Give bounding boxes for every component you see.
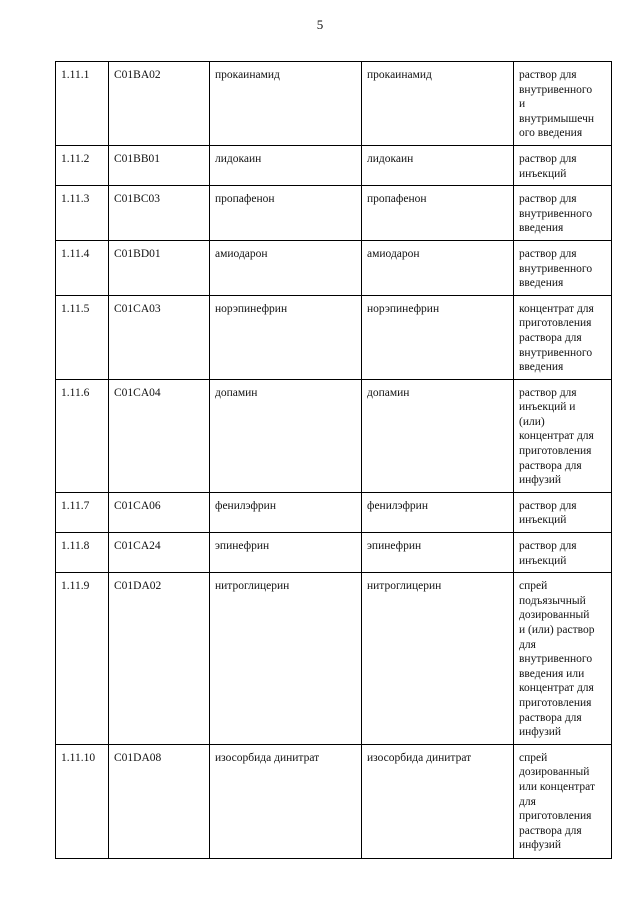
dosage-form-line: внутривенного xyxy=(519,83,593,96)
dosage-form-line: приготовления xyxy=(519,810,592,823)
dosage-form-cell xyxy=(514,62,612,146)
row-number-cell: 1.11.7 xyxy=(56,492,109,532)
dosage-form-line: ого введения xyxy=(519,127,583,140)
dosage-form-line: (или) xyxy=(519,415,545,428)
row-number-cell: 1.11.1 xyxy=(56,62,109,146)
inn-cell: лидокаин xyxy=(362,145,514,185)
atc-code-cell: C01BB01 xyxy=(109,145,210,185)
atc-code-cell: C01BC03 xyxy=(109,186,210,241)
page-number: 5 xyxy=(316,17,324,32)
row-number-cell: 1.11.5 xyxy=(56,295,109,379)
drug-name-cell: нитроглицерин xyxy=(210,573,362,745)
dosage-form-line: приготовления xyxy=(519,317,592,330)
dosage-form-line: раствор для xyxy=(519,499,577,512)
dosage-form-line: раствор для xyxy=(519,152,577,165)
row-number-cell: 1.11.4 xyxy=(56,240,109,295)
dosage-form-line: спрей xyxy=(519,580,548,593)
dosage-form-line: спрей xyxy=(519,751,548,764)
dosage-form-line: концентрат для xyxy=(519,302,594,315)
dosage-form-line: приготовления xyxy=(519,696,592,709)
atc-code-cell: C01DA08 xyxy=(109,744,210,858)
row-number-cell: 1.11.3 xyxy=(56,186,109,241)
row-number-cell: 1.11.9 xyxy=(56,573,109,745)
dosage-form-cell xyxy=(514,533,612,573)
dosage-form-line: инъекций xyxy=(519,514,567,527)
drug-name-cell: изосорбида динитрат xyxy=(210,744,362,858)
table-row xyxy=(56,533,612,573)
dosage-form-line: инфузий xyxy=(519,474,562,487)
dosage-form-line: дозированный xyxy=(519,766,590,779)
table-row xyxy=(56,62,612,146)
dosage-form-line: раствор для xyxy=(519,540,577,553)
table-body xyxy=(56,62,612,859)
dosage-form-line: внутривенного xyxy=(519,346,593,359)
dosage-form-line: раствора для xyxy=(519,331,582,344)
dosage-form-cell xyxy=(514,240,612,295)
dosage-form-cell xyxy=(514,295,612,379)
inn-cell: фенилэфрин xyxy=(362,492,514,532)
atc-code-cell: C01CA03 xyxy=(109,295,210,379)
dosage-form-line: для xyxy=(519,795,536,808)
dosage-form-cell xyxy=(514,186,612,241)
table-row xyxy=(56,573,612,745)
dosage-form-line: приготовления xyxy=(519,445,592,458)
table-row xyxy=(56,145,612,185)
dosage-form-line: введения xyxy=(519,277,564,290)
table-row xyxy=(56,186,612,241)
dosage-form-line: введения xyxy=(519,222,564,235)
dosage-form-line: раствора для xyxy=(519,711,582,724)
dosage-form-line: введения или xyxy=(519,667,585,680)
dosage-form-line: инфузий xyxy=(519,839,562,852)
inn-cell: допамин xyxy=(362,379,514,492)
dosage-form-line: внутривенного xyxy=(519,262,593,275)
row-number-cell: 1.11.2 xyxy=(56,145,109,185)
row-number-cell: 1.11.8 xyxy=(56,533,109,573)
drug-name-cell: прокаинамид xyxy=(210,62,362,146)
inn-cell: изосорбида динитрат xyxy=(362,744,514,858)
drug-table xyxy=(55,61,612,859)
table-row xyxy=(56,744,612,858)
drug-name-cell: пропафенон xyxy=(210,186,362,241)
dosage-form-line: внутривенного xyxy=(519,207,593,220)
atc-code-cell: C01CA06 xyxy=(109,492,210,532)
dosage-form-line: инфузий xyxy=(519,726,562,739)
dosage-form-line: раствор для xyxy=(519,247,577,260)
dosage-form-line: внутривенного xyxy=(519,653,593,666)
inn-cell: норэпинефрин xyxy=(362,295,514,379)
dosage-form-line: раствор для xyxy=(519,69,577,81)
dosage-form-line: внутримышечн xyxy=(519,112,595,125)
dosage-form-line: дозированный xyxy=(519,609,590,622)
dosage-form-line: концентрат для xyxy=(519,430,594,443)
row-number-cell: 1.11.10 xyxy=(56,744,109,858)
drug-name-cell: амиодарон xyxy=(210,240,362,295)
dosage-form-line: и xyxy=(519,98,526,111)
dosage-form-line: или концентрат xyxy=(519,780,595,793)
dosage-form-line: раствор для xyxy=(519,386,577,399)
dosage-form-line: инъекций xyxy=(519,167,567,180)
inn-cell: нитроглицерин xyxy=(362,573,514,745)
dosage-form-line: подъязычный xyxy=(519,594,586,607)
dosage-form-cell xyxy=(514,573,612,745)
drug-name-cell: эпинефрин xyxy=(210,533,362,573)
inn-cell: амиодарон xyxy=(362,240,514,295)
drug-name-cell: фенилэфрин xyxy=(210,492,362,532)
atc-code-cell: C01CA04 xyxy=(109,379,210,492)
dosage-form-line: раствора для xyxy=(519,824,582,837)
dosage-form-cell xyxy=(514,492,612,532)
drug-name-cell: допамин xyxy=(210,379,362,492)
drug-name-cell: лидокаин xyxy=(210,145,362,185)
table-row xyxy=(56,379,612,492)
table-row xyxy=(56,492,612,532)
dosage-form-cell xyxy=(514,379,612,492)
inn-cell: пропафенон xyxy=(362,186,514,241)
dosage-form-line: введения xyxy=(519,361,564,374)
dosage-form-cell xyxy=(514,744,612,858)
atc-code-cell: C01BA02 xyxy=(109,62,210,146)
atc-code-cell: C01DA02 xyxy=(109,573,210,745)
table-row xyxy=(56,240,612,295)
dosage-form-line: и (или) раствор xyxy=(519,624,595,636)
dosage-form-line: раствор для xyxy=(519,193,577,206)
drug-name-cell: норэпинефрин xyxy=(210,295,362,379)
dosage-form-line: инъекций и xyxy=(519,401,576,414)
table-row xyxy=(56,295,612,379)
dosage-form-cell xyxy=(514,145,612,185)
dosage-form-line: инъекций xyxy=(519,554,567,567)
dosage-form-line: концентрат для xyxy=(519,682,594,695)
row-number-cell: 1.11.6 xyxy=(56,379,109,492)
atc-code-cell: C01BD01 xyxy=(109,240,210,295)
atc-code-cell: C01CA24 xyxy=(109,533,210,573)
dosage-form-line: для xyxy=(519,638,536,651)
inn-cell: эпинефрин xyxy=(362,533,514,573)
dosage-form-line: раствора для xyxy=(519,459,582,472)
inn-cell: прокаинамид xyxy=(362,62,514,146)
